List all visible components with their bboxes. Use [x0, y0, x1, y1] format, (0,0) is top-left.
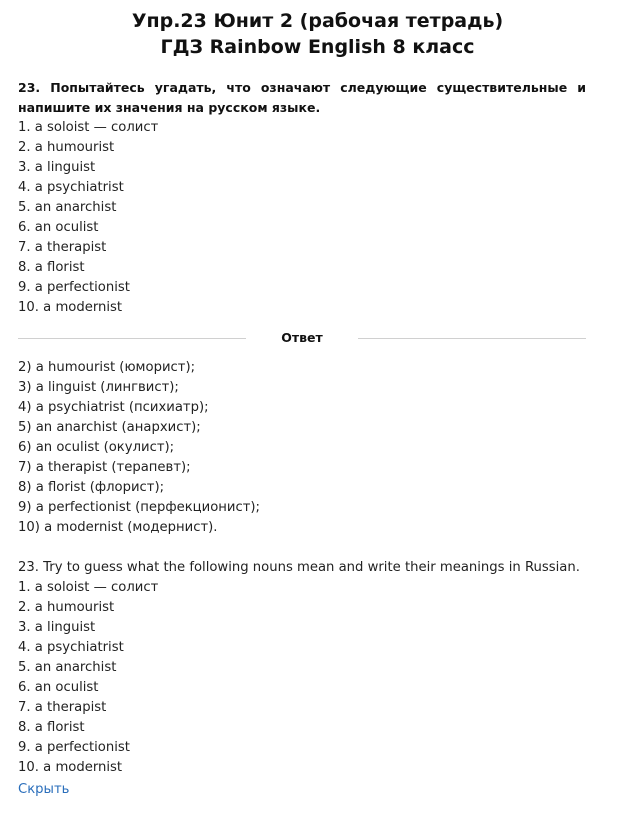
list-item: 9. a perfectionist [18, 280, 130, 295]
list-item: 2. a humourist [18, 600, 115, 615]
list-en [18, 578, 586, 778]
list-item: 4. a psychiatrist [18, 180, 124, 195]
list-item: 4. a psychiatrist [18, 640, 124, 655]
task-ru-text: Попытайтесь угадать, что означают следующие существительные и напишите их значения на русском языке. [18, 80, 587, 115]
list-item: 3. a linguist [18, 160, 96, 175]
list-item: 9. a perfectionist [18, 740, 130, 755]
answer-item: 3) a linguist (лингвист); [18, 380, 179, 395]
answer-item: 10) a modernist (модернист). [18, 520, 218, 535]
page-title [0, 8, 635, 60]
task-en: 23. Try to guess what the following nouns mean and write their meanings in Russian. [18, 560, 580, 575]
list-item: 7. a therapist [18, 700, 107, 715]
page-title-line-2: ГДЗ Rainbow English 8 класс [160, 36, 475, 58]
list-ru [18, 118, 586, 318]
divider-line-right [358, 338, 586, 339]
answer-item: 8) a florist (флорист); [18, 480, 165, 495]
task-ru-number: 23. [18, 80, 41, 95]
list-item: 10. a modernist [18, 760, 123, 775]
list-item: 6. an oculist [18, 220, 99, 235]
answer-item: 4) a psychiatrist (психиатр); [18, 400, 209, 415]
answer-item: 7) a therapist (терапевт); [18, 460, 191, 475]
content [18, 78, 586, 800]
answer-label: Ответ [281, 330, 323, 345]
list-item: 6. an oculist [18, 680, 99, 695]
list-item: 5. an anarchist [18, 200, 117, 215]
spacer [18, 538, 586, 558]
task-ru [18, 78, 586, 118]
list-item: 3. a linguist [18, 620, 96, 635]
answer-item: 6) an oculist (окулист); [18, 440, 175, 455]
list-item: 8. a florist [18, 260, 85, 275]
list-item: 1. a soloist — солист [18, 580, 159, 595]
answers-list [18, 358, 586, 538]
list-item: 1. a soloist — солист [18, 120, 159, 135]
answer-divider [18, 328, 586, 348]
list-item: 8. a florist [18, 720, 85, 735]
hide-link[interactable]: Скрыть [18, 782, 70, 797]
list-item: 2. a humourist [18, 140, 115, 155]
answer-item: 5) an anarchist (анархист); [18, 420, 201, 435]
page-title-line-1: Упр.23 Юнит 2 (рабочая тетрадь) [131, 10, 504, 32]
answer-item: 9) a perfectionist (перфекционист); [18, 500, 261, 515]
answer-item: 2) a humourist (юморист); [18, 360, 196, 375]
list-item: 10. a modernist [18, 300, 123, 315]
list-item: 7. a therapist [18, 240, 107, 255]
list-item: 5. an anarchist [18, 660, 117, 675]
